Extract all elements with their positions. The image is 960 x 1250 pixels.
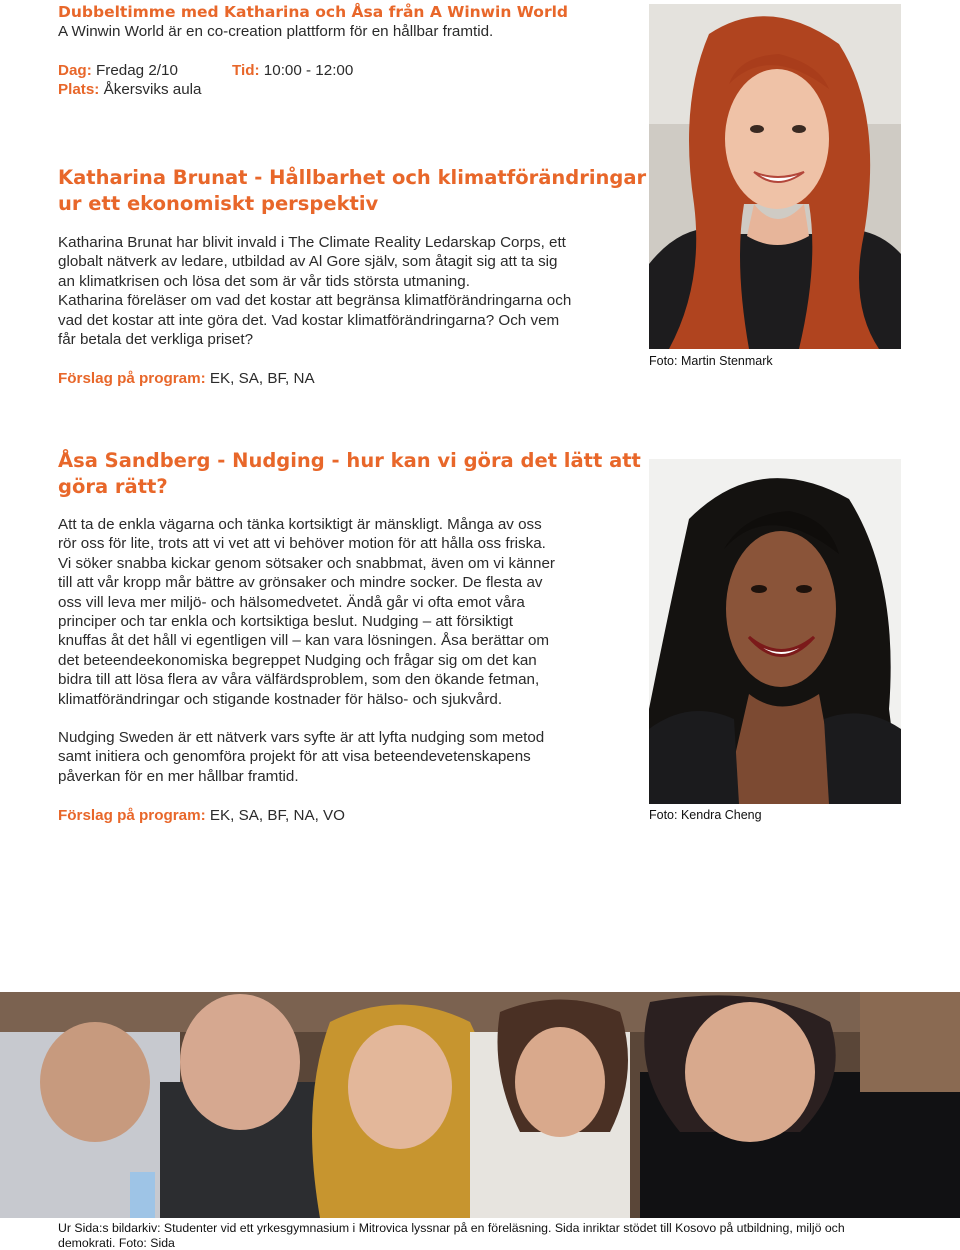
photo-caption-katharina: Foto: Martin Stenmark	[649, 354, 773, 369]
time-label: Tid:	[232, 62, 260, 79]
section1-body-line: an klimatkrisen och lösa det som är vår tids största utmaning.	[58, 272, 643, 291]
bottom-caption-line1: Ur Sida:s bildarkiv: Studenter vid ett yrkesgymnasium i Mitrovica lyssnar på en föreläsning. Sida inriktar stödet till Kosovo på utbildning, miljö och	[58, 1221, 948, 1236]
section1-body	[58, 233, 643, 349]
section2-body-line: knuffas åt det håll vi egentligen vill – kan vara lösningen. Åsa berättar om	[58, 631, 643, 650]
section2-body2-line: samt initiera och genomföra projekt för att visa beteendevetenskapens	[58, 747, 643, 766]
section1-body-line: globalt nätverk av ledare, utbildad av Al Gore själv, som åtagit sig att ta sig	[58, 252, 643, 271]
section2-body-line: till att vår kropp mår bättre av grönsaker och mindre socker. De flesta av	[58, 573, 643, 592]
section2-body-line: bidra till att lösa flera av våra välfärdsproblem, som den ökande fetman,	[58, 670, 643, 689]
place-label: Plats:	[58, 81, 99, 98]
section2-body-line: principer och tar enkla och kortsiktiga beslut. Nudging – att försiktigt	[58, 612, 643, 631]
section1-body-line: Katharina föreläser om vad det kostar att begränsa klimatförändringarna och	[58, 291, 643, 310]
section2-body2-line: påverkan för en mer hållbar framtid.	[58, 767, 643, 786]
program-label: Förslag på program:	[58, 370, 206, 387]
program-value: EK, SA, BF, NA, VO	[210, 807, 345, 824]
section1-body-line: får betala det verkliga priset?	[58, 330, 643, 349]
section1-body-line: vad det kostar att inte göra det. Vad kostar klimatförändringarna? Och vem	[58, 311, 643, 330]
section2-body-line: rör oss för lite, trots att vi vet att vi behöver motion för att hålla oss friska.	[58, 534, 643, 553]
section2-body2	[58, 728, 643, 786]
section2-body-line: Vi söker snabba kickar genom sötsaker och snabbmat, även om vi känner	[58, 554, 643, 573]
date-value: Fredag 2/10	[96, 62, 178, 79]
section1-body-line: Katharina Brunat har blivit invald i The Climate Reality Ledarskap Corps, ett	[58, 233, 643, 252]
event-time	[232, 61, 353, 81]
section2-body-line: oss vill leva mer miljö- och hälsomedvetet. Ändå går vi ofta emot våra	[58, 593, 643, 612]
section2-program	[58, 806, 345, 826]
portrait-photo-katharina	[649, 4, 901, 349]
event-subtitle: A Winwin World är en co-creation plattform för en hållbar framtid.	[58, 22, 493, 42]
event-date	[58, 61, 178, 81]
time-value: 10:00 - 12:00	[264, 62, 354, 79]
section1-heading-line1: Katharina Brunat - Hållbarhet och klimatförändringar	[58, 165, 646, 191]
bottom-caption-line2: demokrati. Foto: Sida	[58, 1236, 948, 1250]
date-label: Dag:	[58, 62, 92, 79]
section2-body-line: Att ta de enkla vägarna och tänka kortsiktigt är mänskligt. Många av oss	[58, 515, 643, 534]
section1-heading	[58, 165, 646, 216]
portrait-asa-graphic	[649, 459, 901, 804]
section1-program	[58, 369, 315, 389]
section2-body-line: det beteendeekonomiska begreppet Nudging och frågar sig om det kan	[58, 651, 643, 670]
event-place	[58, 80, 202, 100]
section2-body2-line: Nudging Sweden är ett nätverk vars syfte är att lyfta nudging som metod	[58, 728, 643, 747]
event-title: Dubbeltimme med Katharina och Åsa från A Winwin World	[58, 3, 568, 22]
portrait-photo-asa	[649, 459, 901, 804]
program-label: Förslag på program:	[58, 807, 206, 824]
place-value: Åkersviks aula	[104, 81, 202, 98]
section2-body-line: klimatförändringar och stigande kostnader för hälso- och sjukvård.	[58, 690, 643, 709]
section1-heading-line2: ur ett ekonomiskt perspektiv	[58, 191, 646, 217]
section2-heading-line1: Åsa Sandberg - Nudging - hur kan vi göra det lätt att	[58, 448, 641, 474]
bottom-photo-caption	[58, 1221, 948, 1250]
audience-graphic	[0, 992, 960, 1218]
section2-heading	[58, 448, 641, 499]
audience-photo	[0, 992, 960, 1218]
section2-heading-line2: göra rätt?	[58, 474, 641, 500]
portrait-katharina-graphic	[649, 4, 901, 349]
photo-caption-asa: Foto: Kendra Cheng	[649, 808, 762, 823]
program-value: EK, SA, BF, NA	[210, 370, 315, 387]
section2-body	[58, 515, 643, 709]
